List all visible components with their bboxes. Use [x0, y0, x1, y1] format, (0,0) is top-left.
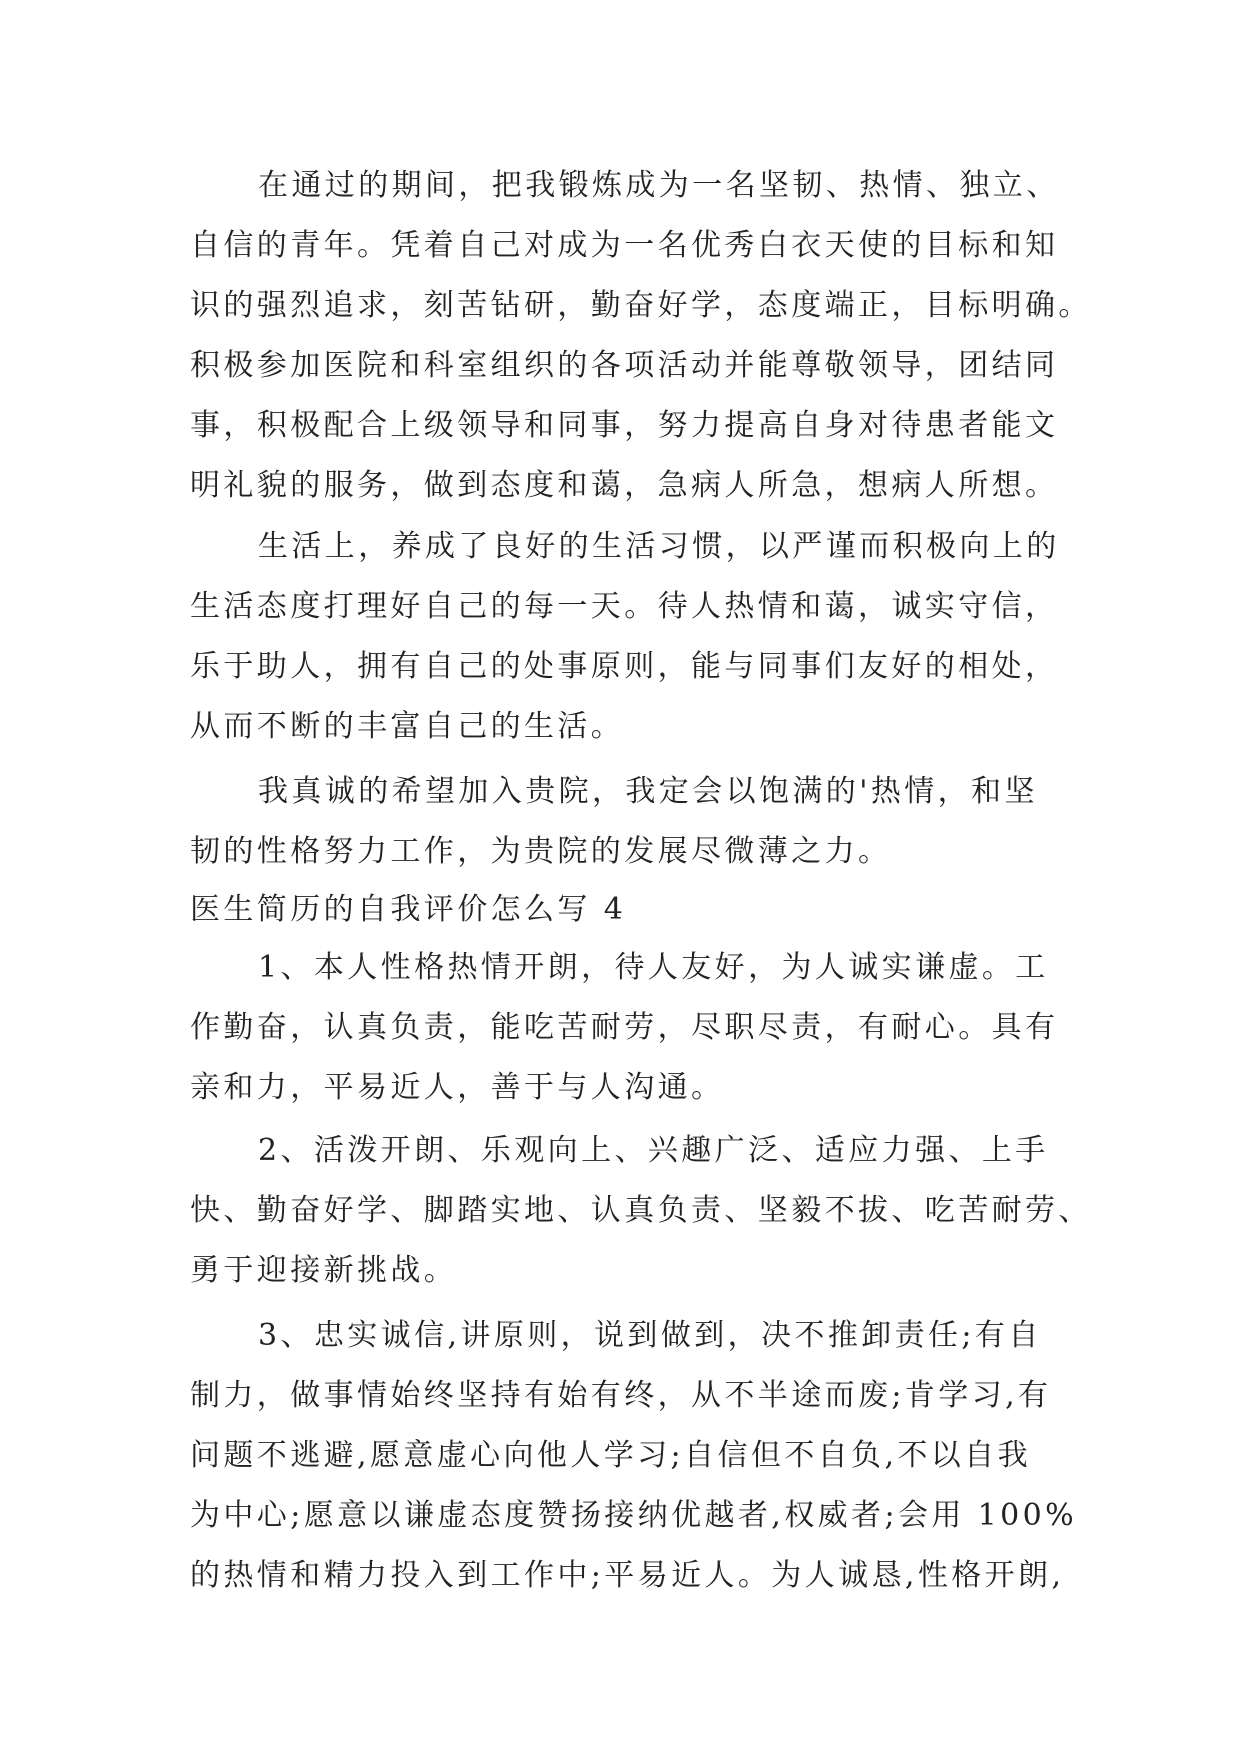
paragraph-line: 问题不逃避,愿意虚心向他人学习;自信但不自负,不以自我 — [190, 1438, 1031, 1473]
paragraph-line: 自信的青年。凭着自己对成为一名优秀白衣天使的目标和知 — [190, 228, 1059, 263]
paragraph-line: 2、活泼开朗、乐观向上、兴趣广泛、适应力强、上手 — [258, 1133, 1049, 1168]
paragraph-line: 3、忠实诚信,讲原则，说到做到，决不推卸责任;有自 — [258, 1318, 1042, 1353]
paragraph-line: 明礼貌的服务，做到态度和蔼，急病人所急，想病人所想。 — [190, 468, 1059, 503]
paragraph-line: 1、本人性格热情开朗，待人友好，为人诚实谦虚。工 — [258, 950, 1049, 985]
paragraph-line: 积极参加医院和科室组织的各项活动并能尊敬领导，团结同 — [190, 348, 1059, 383]
paragraph-line: 勇于迎接新挑战。 — [190, 1253, 458, 1288]
paragraph-line: 在通过的期间，把我锻炼成为一名坚韧、热情、独立、 — [258, 168, 1060, 203]
paragraph-line: 乐于助人，拥有自己的处事原则，能与同事们友好的相处， — [190, 649, 1059, 684]
paragraph-line: 生活上，养成了良好的生活习惯，以严谨而积极向上的 — [258, 529, 1060, 564]
section-heading: 医生简历的自我评价怎么写 4 — [190, 892, 627, 927]
paragraph-line: 我真诚的希望加入贵院，我定会以饱满的'热情，和坚 — [258, 774, 1038, 809]
paragraph-line: 生活态度打理好自己的每一天。待人热情和蔼，诚实守信， — [190, 589, 1059, 624]
paragraph-line: 亲和力，平易近人，善于与人沟通。 — [190, 1070, 725, 1105]
paragraph-line: 为中心;愿意以谦虚态度赞扬接纳优越者,权威者;会用 100% — [190, 1498, 1078, 1533]
paragraph-line: 从而不断的丰富自己的生活。 — [190, 709, 625, 744]
paragraph-line: 韧的性格努力工作，为贵院的发展尽微薄之力。 — [190, 834, 892, 869]
paragraph-line: 作勤奋，认真负责，能吃苦耐劳，尽职尽责，有耐心。具有 — [190, 1010, 1059, 1045]
paragraph-line: 事，积极配合上级领导和同事，努力提高自身对待患者能文 — [190, 408, 1059, 443]
paragraph-line: 的热情和精力投入到工作中;平易近人。为人诚恳,性格开朗, — [190, 1558, 1065, 1593]
paragraph-line: 快、勤奋好学、脚踏实地、认真负责、坚毅不拔、吃苦耐劳、 — [190, 1193, 1092, 1228]
paragraph-line: 制力，做事情始终坚持有始有终，从不半途而废;肯学习,有 — [190, 1378, 1052, 1413]
paragraph-line: 识的强烈追求，刻苦钻研，勤奋好学，态度端正，目标明确。 — [190, 288, 1092, 323]
